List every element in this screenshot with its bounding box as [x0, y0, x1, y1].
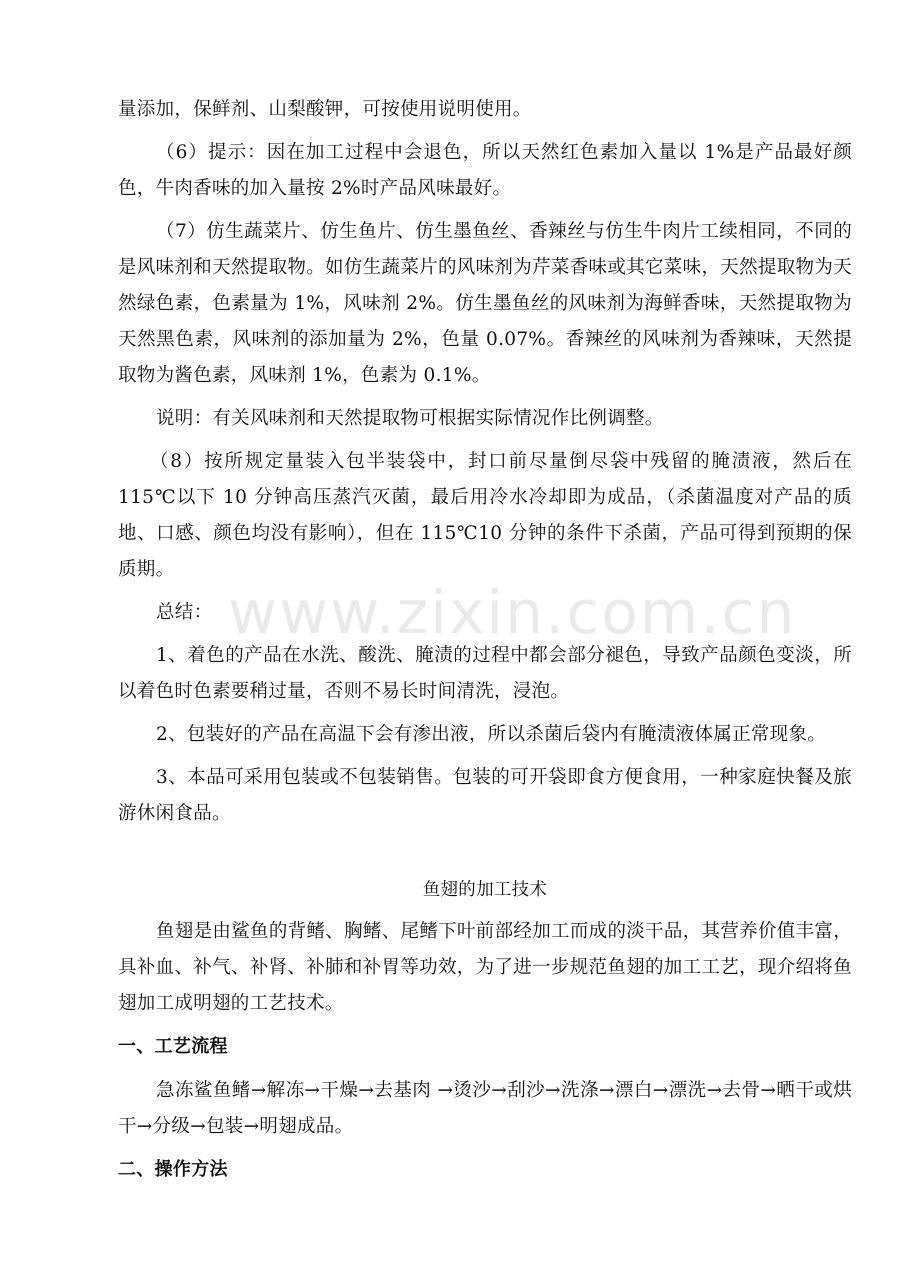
document-body: [118, 92, 852, 1196]
paragraph-summary-3: 3、本品可采用包装或不包装销售。包装的可开袋即食方便食用，一种家庭快餐及旅游休闲食品。: [118, 767, 852, 824]
paragraph-continuation: 量添加，保鲜剂、山梨酸钾，可按使用说明使用。: [118, 99, 532, 120]
paragraph-summary-2: 2、包装好的产品在高温下会有渗出液，所以杀菌后袋内有腌渍液体属正常现象。: [156, 724, 827, 745]
paragraph-intro: 鱼翅是由鲨鱼的背鳍、胸鳍、尾鳍下叶前部经加工而成的淡干品，其营养价值丰富，具补血、补气、补肾、补肺和补胃等功效，为了进一步规范鱼翅的加工工艺，现介绍将鱼翅加工成明翅的工艺技术。: [118, 921, 852, 1014]
paragraph-item-7: （7）仿生蔬菜片、仿生鱼片、仿生墨鱼丝、香辣丝与仿生牛肉片工续相同，不同的是风味剂和天然提取物。如仿生蔬菜片的风味剂为芹菜香味或其它菜味，天然提取物为天然绿色素，色素量为 1%，风味剂 2%。仿生墨鱼丝的风味剂为海鲜香味，天然提取物为天然黑色素，风味剂的添加量为 2%，色量 0.07%。香辣丝的风味剂为香辣味，天然提取物为酱色素，风味剂 1%，色素为 0.1%。: [118, 221, 852, 386]
heading-process-flow: 一、工艺流程: [118, 1036, 228, 1057]
section-title: 鱼翅的加工技术: [422, 880, 548, 900]
paragraph-note: 说明：有关风味剂和天然提取物可根据实际情况作比例调整。: [156, 408, 664, 429]
paragraph-process: 急冻鲨鱼鳍→解冻→干燥→去基肉 →烫沙→刮沙→洗涤→漂白→漂洗→去骨→晒干或烘干→分级→包装→明翅成品。: [118, 1080, 852, 1137]
paragraph-summary-1: 1、着色的产品在水洗、酸洗、腌渍的过程中都会部分褪色，导致产品颜色变淡，所以着色时色素要稍过量，否则不易长时间清洗，浸泡。: [118, 645, 852, 702]
paragraph-tip-6: （6）提示：因在加工过程中会退色，所以天然红色素加入量以 1%是产品最好颜色，牛肉香味的加入量按 2%时产品风味最好。: [118, 142, 852, 199]
watermark: www.zixin.com.cn: [228, 578, 797, 648]
heading-operation-method: 二、操作方法: [118, 1159, 228, 1180]
paragraph-summary-label: 总结：: [156, 602, 213, 623]
paragraph-item-8: （8）按所规定量装入包半装袋中，封口前尽量倒尽袋中残留的腌渍液，然后在 115℃以下 10 分钟高压蒸汽灭菌，最后用冷水冷却即为成品，（杀菌温度对产品的质地、口感、颜色均没有影响），但在 115℃10 分钟的条件下杀菌，产品可得到预期的保质期。: [118, 451, 852, 580]
